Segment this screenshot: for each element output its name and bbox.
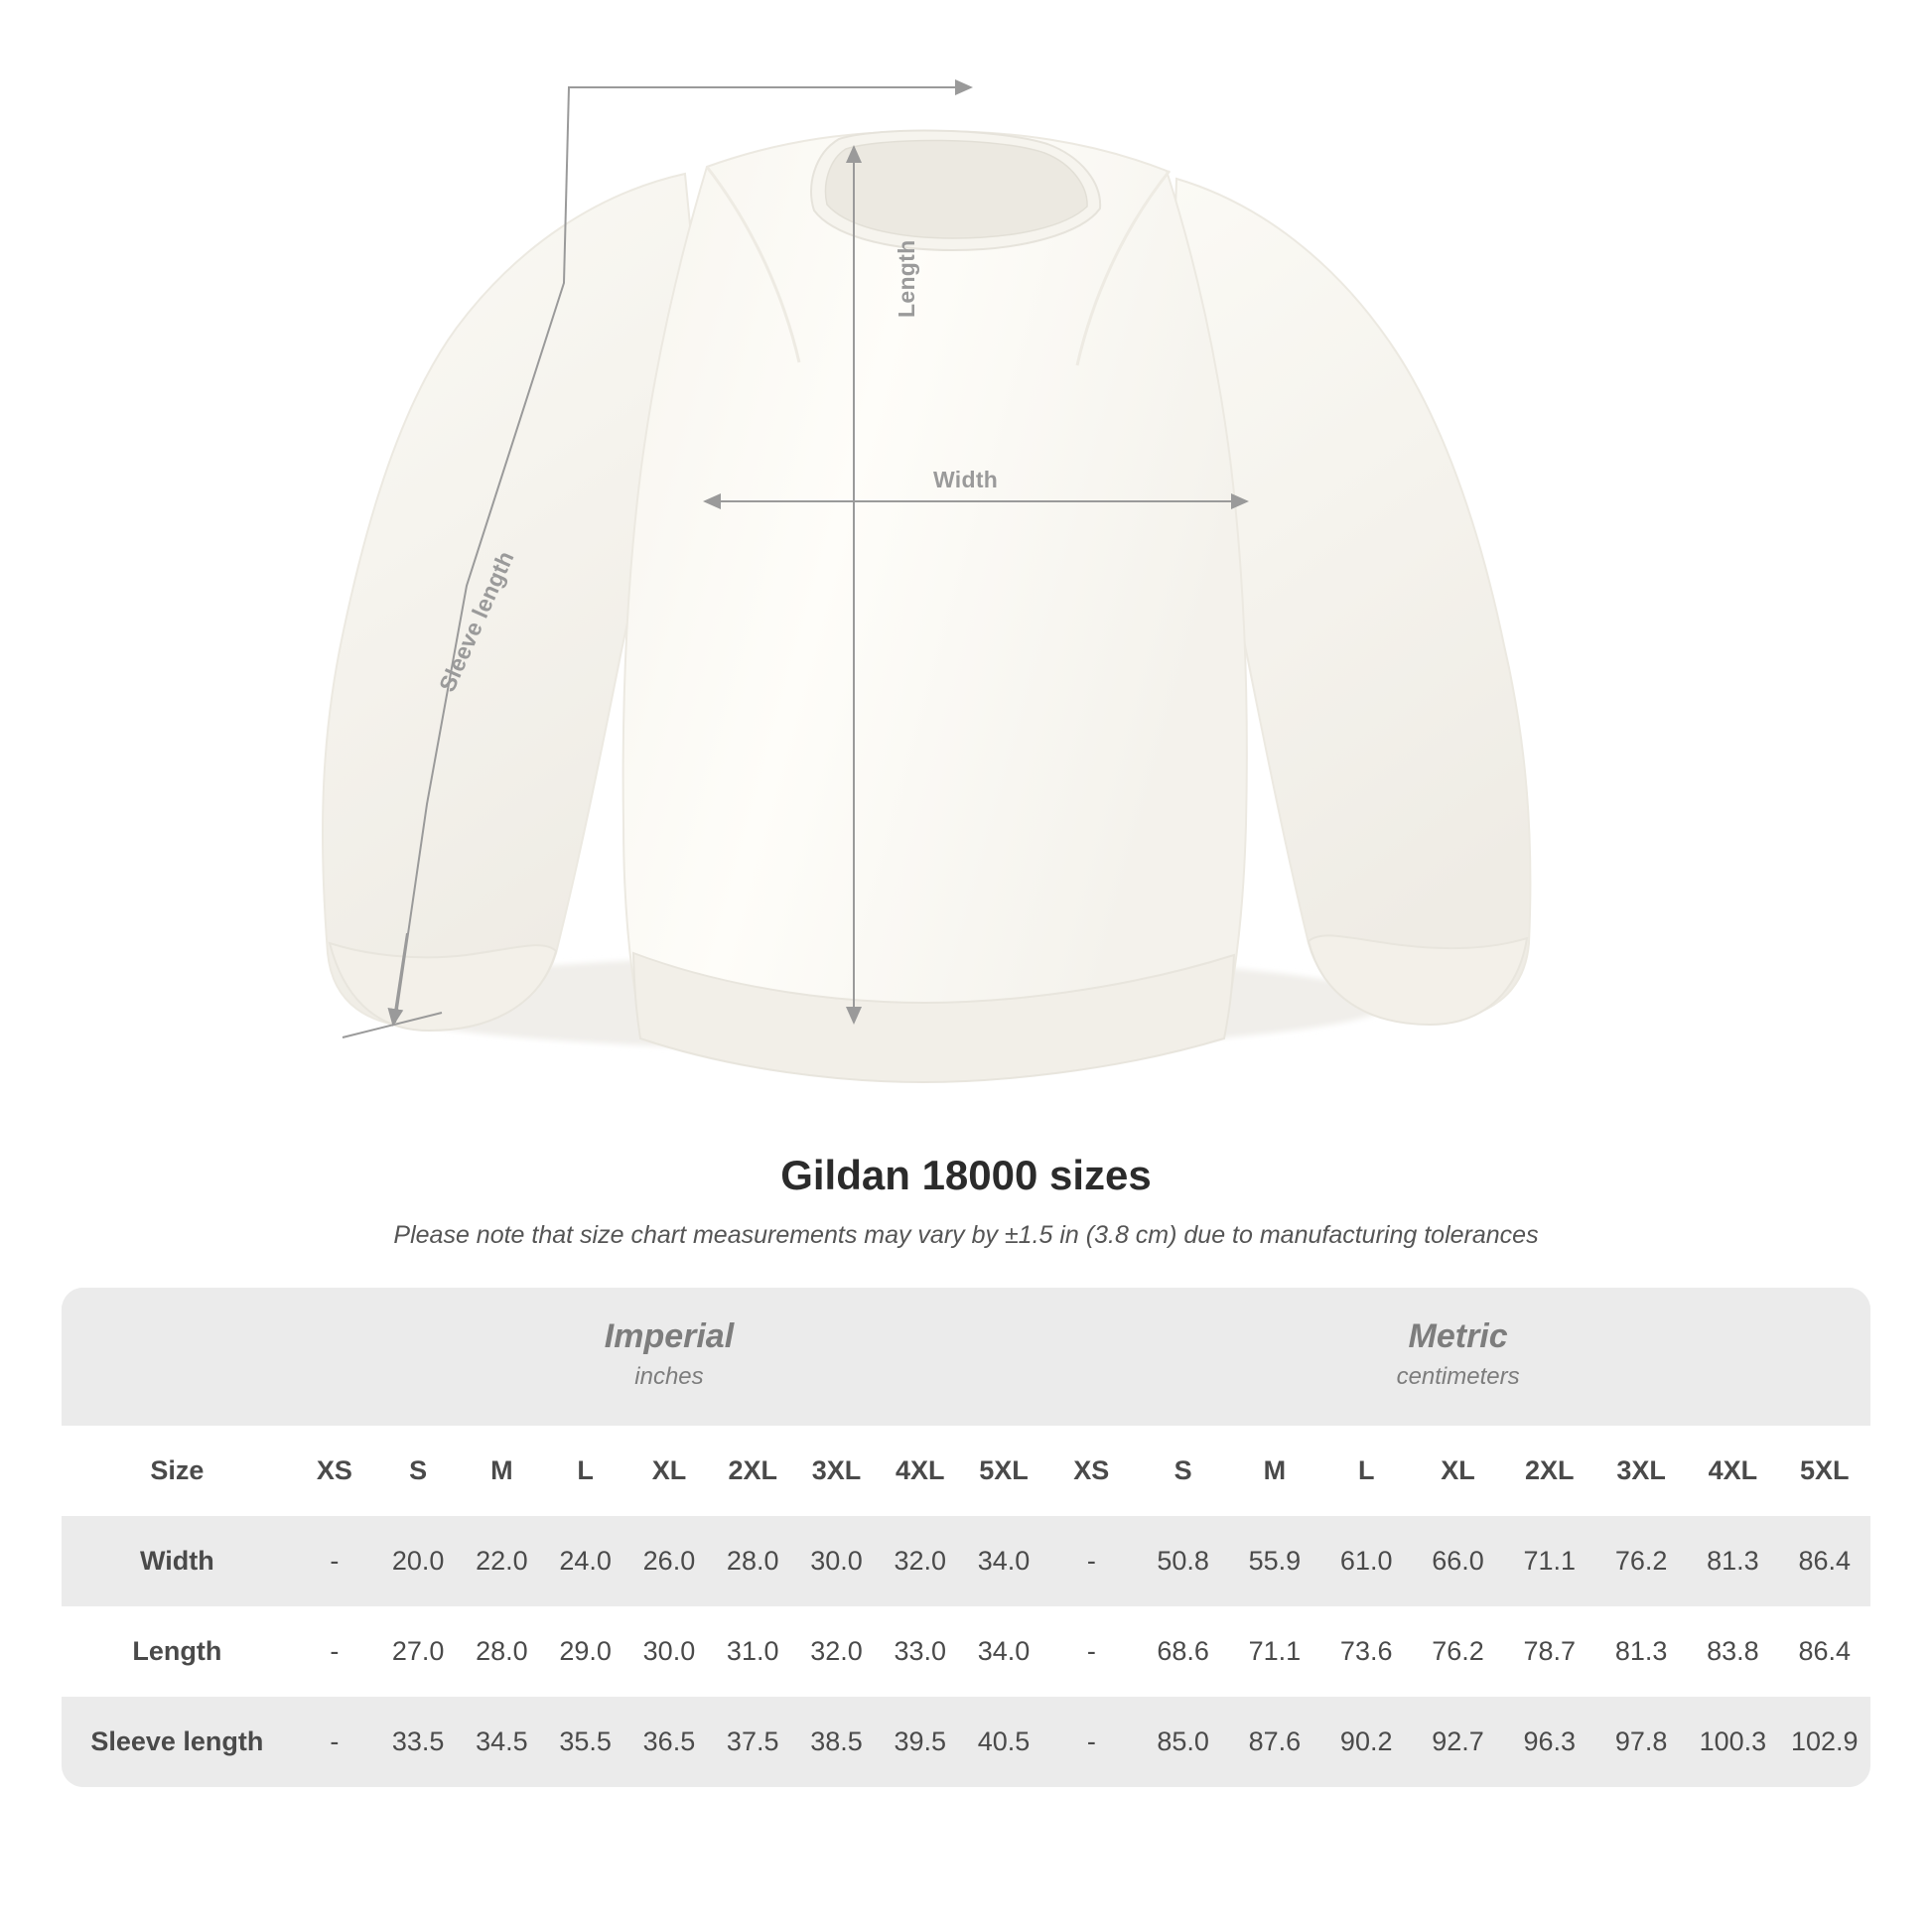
cell-length-metric-s: 68.6: [1137, 1606, 1228, 1697]
cell-sleeve-imperial-2xl: 37.5: [711, 1697, 794, 1787]
header-imperial-m: M: [460, 1426, 543, 1516]
header-imperial-5xl: 5XL: [962, 1426, 1045, 1516]
sleeve-length-label: Sleeve length: [434, 546, 519, 696]
cell-width-metric-4xl: 81.3: [1687, 1516, 1778, 1606]
cell-width-metric-5xl: 86.4: [1779, 1516, 1870, 1606]
size-table: [62, 1288, 1870, 1787]
cell-width-metric-3xl: 76.2: [1595, 1516, 1687, 1606]
size-table-wrapper: [62, 1288, 1870, 1787]
cell-length-imperial-3xl: 32.0: [794, 1606, 878, 1697]
unit-header-row: [62, 1288, 1870, 1426]
cell-width-imperial-xs: -: [293, 1516, 376, 1606]
imperial-unit-sub: inches: [634, 1362, 704, 1390]
metric-unit-cell: [1045, 1288, 1870, 1426]
cell-length-imperial-xs: -: [293, 1606, 376, 1697]
title-block: [0, 1152, 1932, 1250]
size-header-label: Size: [62, 1426, 293, 1516]
cell-width-imperial-4xl: 32.0: [879, 1516, 962, 1606]
cell-width-imperial-3xl: 30.0: [794, 1516, 878, 1606]
cell-length-metric-4xl: 83.8: [1687, 1606, 1778, 1697]
cell-length-metric-5xl: 86.4: [1779, 1606, 1870, 1697]
header-metric-3xl: 3XL: [1595, 1426, 1687, 1516]
cell-sleeve-metric-l: 90.2: [1320, 1697, 1412, 1787]
cell-sleeve-metric-m: 87.6: [1229, 1697, 1320, 1787]
cell-sleeve-imperial-m: 34.5: [460, 1697, 543, 1787]
cell-sleeve-metric-2xl: 96.3: [1504, 1697, 1595, 1787]
header-imperial-l: L: [544, 1426, 627, 1516]
cell-length-imperial-xl: 30.0: [627, 1606, 711, 1697]
header-metric-l: L: [1320, 1426, 1412, 1516]
header-metric-xl: XL: [1412, 1426, 1503, 1516]
header-metric-4xl: 4XL: [1687, 1426, 1778, 1516]
cell-sleeve-imperial-xl: 36.5: [627, 1697, 711, 1787]
cell-length-imperial-m: 28.0: [460, 1606, 543, 1697]
cell-width-imperial-xl: 26.0: [627, 1516, 711, 1606]
cell-width-imperial-5xl: 34.0: [962, 1516, 1045, 1606]
metric-unit-name: Metric: [1408, 1317, 1508, 1355]
cell-length-metric-3xl: 81.3: [1595, 1606, 1687, 1697]
metric-unit-sub: centimeters: [1396, 1362, 1520, 1390]
header-metric-5xl: 5XL: [1779, 1426, 1870, 1516]
cell-sleeve-imperial-3xl: 38.5: [794, 1697, 878, 1787]
cell-sleeve-metric-xs: -: [1045, 1697, 1137, 1787]
table-row: [62, 1516, 1870, 1606]
cell-width-imperial-m: 22.0: [460, 1516, 543, 1606]
length-label: Length: [894, 239, 919, 318]
cell-width-metric-xl: 66.0: [1412, 1516, 1503, 1606]
size-header-row: [62, 1426, 1870, 1516]
cell-length-imperial-s: 27.0: [376, 1606, 460, 1697]
cell-sleeve-imperial-4xl: 39.5: [879, 1697, 962, 1787]
cell-sleeve-metric-s: 85.0: [1137, 1697, 1228, 1787]
cell-length-imperial-5xl: 34.0: [962, 1606, 1045, 1697]
cell-sleeve-metric-xl: 92.7: [1412, 1697, 1503, 1787]
cell-length-metric-l: 73.6: [1320, 1606, 1412, 1697]
table-row: [62, 1697, 1870, 1787]
cell-sleeve-imperial-xs: -: [293, 1697, 376, 1787]
cell-width-imperial-l: 24.0: [544, 1516, 627, 1606]
width-label: Width: [933, 467, 999, 492]
cell-sleeve-metric-5xl: 102.9: [1779, 1697, 1870, 1787]
imperial-unit-cell: [293, 1288, 1045, 1426]
header-imperial-2xl: 2XL: [711, 1426, 794, 1516]
table-row: [62, 1606, 1870, 1697]
header-imperial-xs: XS: [293, 1426, 376, 1516]
cell-length-imperial-2xl: 31.0: [711, 1606, 794, 1697]
row-label-width: Width: [62, 1516, 293, 1606]
header-imperial-4xl: 4XL: [879, 1426, 962, 1516]
row-label-length: Length: [62, 1606, 293, 1697]
cell-width-metric-xs: -: [1045, 1516, 1137, 1606]
header-metric-2xl: 2XL: [1504, 1426, 1595, 1516]
cell-sleeve-imperial-s: 33.5: [376, 1697, 460, 1787]
header-imperial-3xl: 3XL: [794, 1426, 878, 1516]
header-imperial-xl: XL: [627, 1426, 711, 1516]
cell-sleeve-imperial-l: 35.5: [544, 1697, 627, 1787]
header-imperial-s: S: [376, 1426, 460, 1516]
cell-width-metric-s: 50.8: [1137, 1516, 1228, 1606]
unit-corner-cell: [62, 1288, 293, 1426]
tolerance-note: Please note that size chart measurements may vary by ±1.5 in (3.8 cm) due to manufacturing tolerances: [393, 1221, 1539, 1249]
cell-width-metric-m: 55.9: [1229, 1516, 1320, 1606]
header-metric-s: S: [1137, 1426, 1228, 1516]
cell-length-imperial-l: 29.0: [544, 1606, 627, 1697]
cell-width-imperial-2xl: 28.0: [711, 1516, 794, 1606]
cell-width-metric-2xl: 71.1: [1504, 1516, 1595, 1606]
cell-length-metric-xl: 76.2: [1412, 1606, 1503, 1697]
header-metric-m: M: [1229, 1426, 1320, 1516]
header-metric-xs: XS: [1045, 1426, 1137, 1516]
cell-length-metric-xs: -: [1045, 1606, 1137, 1697]
cell-length-imperial-4xl: 33.0: [879, 1606, 962, 1697]
imperial-unit-name: Imperial: [604, 1317, 735, 1355]
cell-sleeve-metric-3xl: 97.8: [1595, 1697, 1687, 1787]
page-title: Gildan 18000 sizes: [780, 1152, 1152, 1198]
cell-width-metric-l: 61.0: [1320, 1516, 1412, 1606]
cell-width-imperial-s: 20.0: [376, 1516, 460, 1606]
cell-sleeve-imperial-5xl: 40.5: [962, 1697, 1045, 1787]
cell-length-metric-m: 71.1: [1229, 1606, 1320, 1697]
row-label-sleeve-length: Sleeve length: [62, 1697, 293, 1787]
cell-sleeve-metric-4xl: 100.3: [1687, 1697, 1778, 1787]
cell-length-metric-2xl: 78.7: [1504, 1606, 1595, 1697]
